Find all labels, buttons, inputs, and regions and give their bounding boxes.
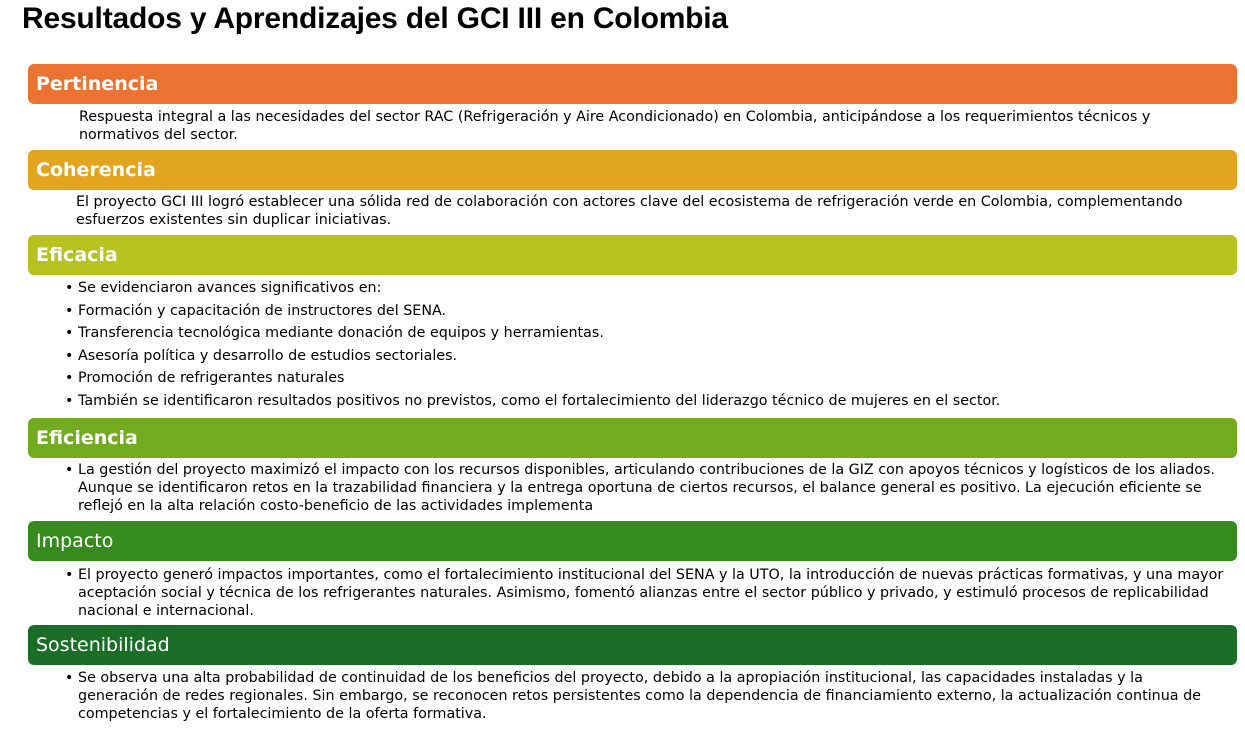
- section-header-impacto: [28, 521, 1237, 561]
- section-header-coherencia: [28, 150, 1237, 190]
- section-header-pertinencia: [28, 64, 1237, 104]
- section-heading: Pertinencia: [36, 73, 159, 95]
- section-heading: Impacto: [36, 530, 114, 552]
- list-item: • Asesoría política y desarrollo de estudios sectoriales.: [65, 347, 1225, 365]
- list-item: • El proyecto generó impactos importantes, como el fortalecimiento institucional del SENA y la UTO, la introducción de nuevas prácticas formativas, y una mayor aceptación social y técnica de los refrigerantes naturales. Asimismo, fomentó alianzas entre el sector público y privado, y estimuló procesos de replicabilidad nacional e internacional.: [65, 566, 1225, 620]
- section-heading: Sostenibilidad: [36, 634, 170, 656]
- list-item: • También se identificaron resultados positivos no previstos, como el fortalecimiento del liderazgo técnico de mujeres en el sector.: [65, 392, 1225, 410]
- section-heading: Eficiencia: [36, 427, 138, 449]
- section-header-sostenibilidad: [28, 625, 1237, 665]
- list-item: • Transferencia tecnológica mediante donación de equipos y herramientas.: [65, 324, 1225, 342]
- section-header-eficacia: [28, 235, 1237, 275]
- list-item: • La gestión del proyecto maximizó el impacto con los recursos disponibles, articulando contribuciones de la GIZ con apoyos técnicos y logísticos de los aliados. Aunque se identificaron retos en la trazabilidad financiera y la entrega oportuna de ciertos recursos, el balance general es positivo. La ejecución eficiente se reflejó en la alta relación costo-beneficio de las actividades implementa: [65, 461, 1225, 515]
- bullet-list-impacto: [65, 566, 1225, 620]
- section-header-eficiencia: [28, 418, 1237, 458]
- list-item: • Se evidenciaron avances significativos en:: [65, 279, 1225, 297]
- page-title: Resultados y Aprendizajes del GCI III en Colombia: [22, 2, 728, 35]
- bullet-list-eficacia: [65, 279, 1225, 415]
- section-heading: Coherencia: [36, 159, 156, 181]
- list-item: • Promoción de refrigerantes naturales: [65, 369, 1225, 387]
- bullet-list-eficiencia: [65, 461, 1225, 515]
- section-heading: Eficacia: [36, 244, 118, 266]
- section-text-pertinencia: Respuesta integral a las necesidades del sector RAC (Refrigeración y Aire Acondicionado) en Colombia, anticipándose a los requerimientos técnicos y normativos del sector.: [79, 109, 1151, 143]
- bullet-list-sostenibilidad: [65, 669, 1225, 723]
- list-item: • Formación y capacitación de instructores del SENA.: [65, 302, 1225, 320]
- list-item: • Se observa una alta probabilidad de continuidad de los beneficios del proyecto, debido a la apropiación institucional, las capacidades instaladas y la generación de redes regionales. Sin embargo, se reconocen retos persistentes como la dependencia de financiamiento externo, la actualización continua de competencias y el fortalecimiento de la oferta formativa.: [65, 669, 1225, 723]
- section-text-coherencia: El proyecto GCI III logró establecer una sólida red de colaboración con actores clave del ecosistema de refrigeración verde en Colombia, complementando esfuerzos existentes sin duplicar iniciativas.: [76, 194, 1183, 228]
